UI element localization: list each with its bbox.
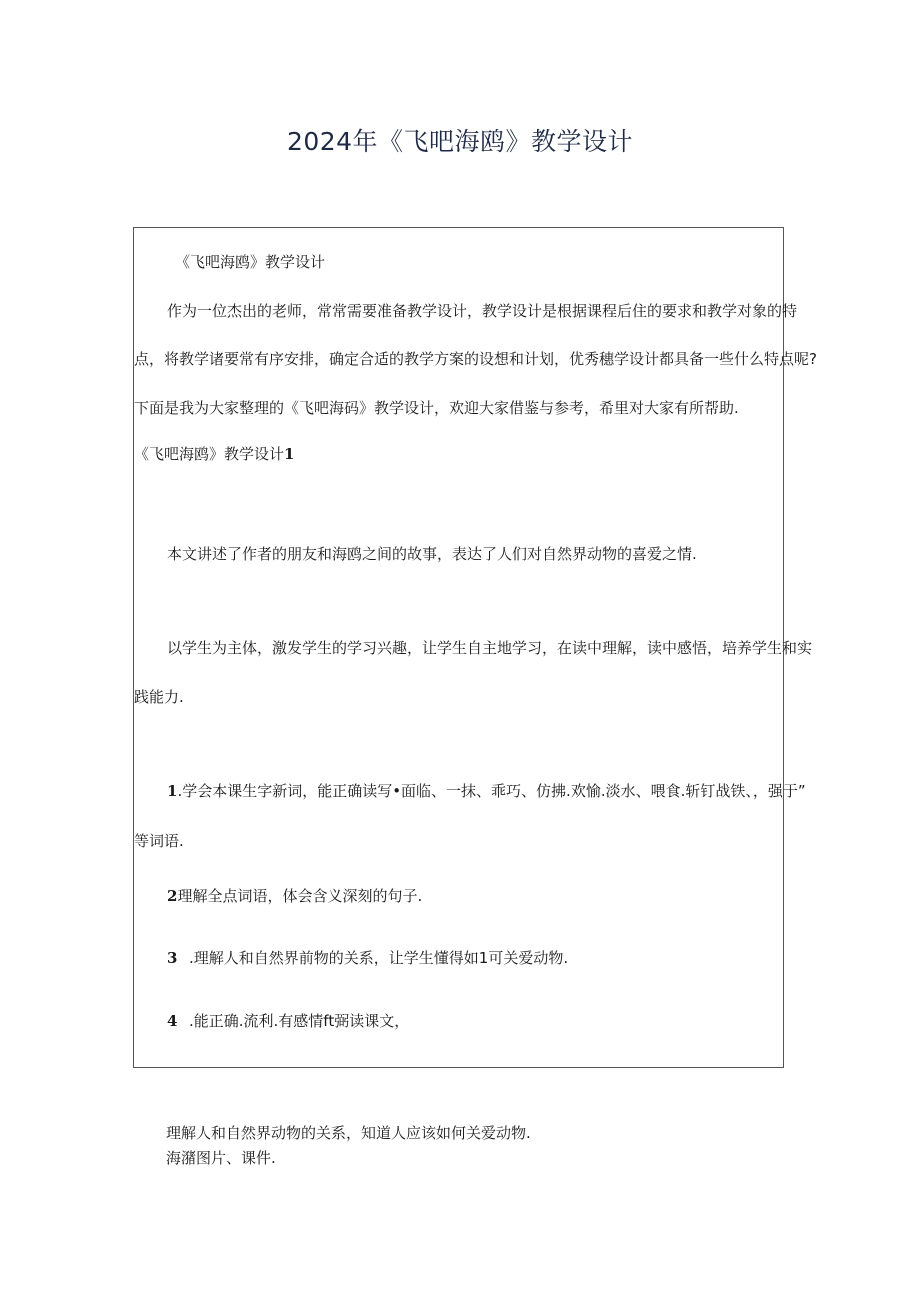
- goal-1-number: 1: [167, 782, 178, 800]
- goal-4: [167, 1011, 409, 1031]
- page-title: 2024年《飞吧海鸥》教学设计: [286, 127, 634, 156]
- goal-1-continuation: 等词语.: [134, 832, 184, 850]
- intro-line-2: 点，将教学诸要常有序安排，确定合适的教学方案的设想和计划，优秀穗学设计都具备一些什么特点呢?: [134, 350, 817, 368]
- goal-2-number: 2: [167, 887, 178, 905]
- materials-paragraph: 海潴图片、课件.: [166, 1149, 276, 1167]
- goal-1-text: .学会本课生字新词，能正确读写•面临、一抹、乖巧、仿拂.欢愉.淡水、喂食.斩钉战铁、，强于”: [177, 782, 806, 800]
- intro-line-3: 下面是我为大家整理的《飞吧海码》教学设计，欢迎大家借鉴与参考，希里对大家有所帮助.: [134, 399, 739, 417]
- goal-3: [167, 948, 568, 968]
- principle-line-2: 践能力.: [134, 688, 184, 706]
- section-title-text: 《飞吧海鸥》教学设计: [134, 445, 285, 463]
- box-heading: 《飞吧海鸥》教学设计: [175, 253, 326, 271]
- section-number: 1: [284, 445, 295, 463]
- goal-1: [167, 781, 806, 801]
- content-box: [133, 227, 817, 1068]
- principle-line-1: 以学生为主体，激发学生的学习兴趣，让学生自主地学习，在读中理解，读中感悟，培养学生和实: [167, 639, 813, 657]
- goal-4-number: 4: [167, 1012, 178, 1030]
- goal-2-text: 理解全点词语，体会含义深刻的句子.: [177, 887, 423, 905]
- goal-3-number: 3: [167, 949, 178, 967]
- section-title: [134, 444, 294, 464]
- goal-2: [167, 886, 422, 906]
- goal-4-text: .能正确.流利.有感情ft弼读课文，: [189, 1012, 410, 1030]
- goal-3-text: .理解人和自然界前物的关系，让学生懂得如1可关爱动物.: [189, 949, 569, 967]
- summary-paragraph: 本文讲述了作者的朋友和海鸥之间的故事，表达了人们对自然界动物的喜爱之情.: [167, 545, 697, 563]
- key-point-paragraph: 理解人和自然界动物的关系，知道人应该如何关爱动物.: [166, 1124, 531, 1142]
- intro-line-1: 作为一位杰出的老师，常常需要准备教学设计，教学设计是根据课程后住的要求和教学对象的特: [167, 302, 798, 320]
